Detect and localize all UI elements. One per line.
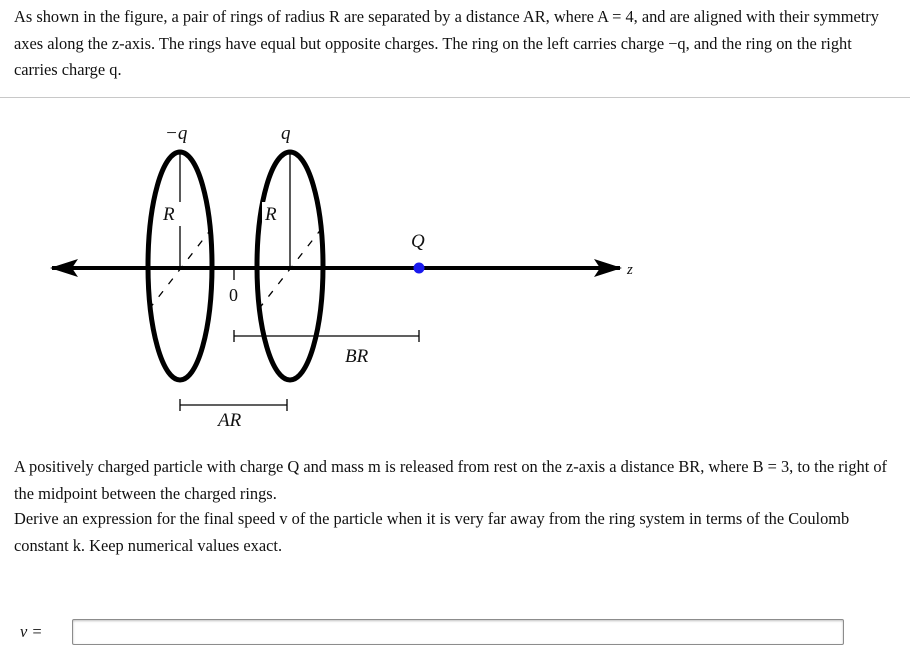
z-axis-label: z — [627, 262, 633, 278]
right-ring-charge-label: q — [281, 123, 291, 144]
br-distance-label: BR — [345, 346, 369, 367]
problem-question: Derive an expression for the final speed v of the particle when it is very far away from the ring system in terms of the Coulomb constant k. Keep numerical values exact. — [14, 509, 850, 555]
section-divider — [0, 97, 910, 98]
ar-distance-label: AR — [218, 410, 242, 431]
left-ring-radius-label: R — [163, 204, 175, 225]
problem-setup: A positively charged particle with charge Q and mass m is released from rest on the z-axis a distance BR, where B = 3, to the right of the midpoint between the charged rings. — [14, 457, 888, 503]
answer-label: v = — [20, 622, 43, 641]
problem-intro: As shown in the figure, a pair of rings of radius R are separated by a distance AR, where A = 4, and are aligned with their symmetry axes along the z-axis. The rings have equal but opposite charges. The ring on the left carries charge −q, and the ring on the right carries charge q. — [14, 7, 879, 79]
particle-label: Q — [411, 231, 425, 252]
particle-q-dot — [414, 263, 425, 274]
rings-figure — [0, 100, 910, 440]
origin-label: 0 — [229, 285, 238, 305]
right-ring-radius-label: R — [265, 204, 277, 225]
left-ring-charge-label: −q — [165, 123, 188, 144]
answer-row — [20, 617, 844, 647]
answer-input[interactable] — [72, 619, 844, 645]
